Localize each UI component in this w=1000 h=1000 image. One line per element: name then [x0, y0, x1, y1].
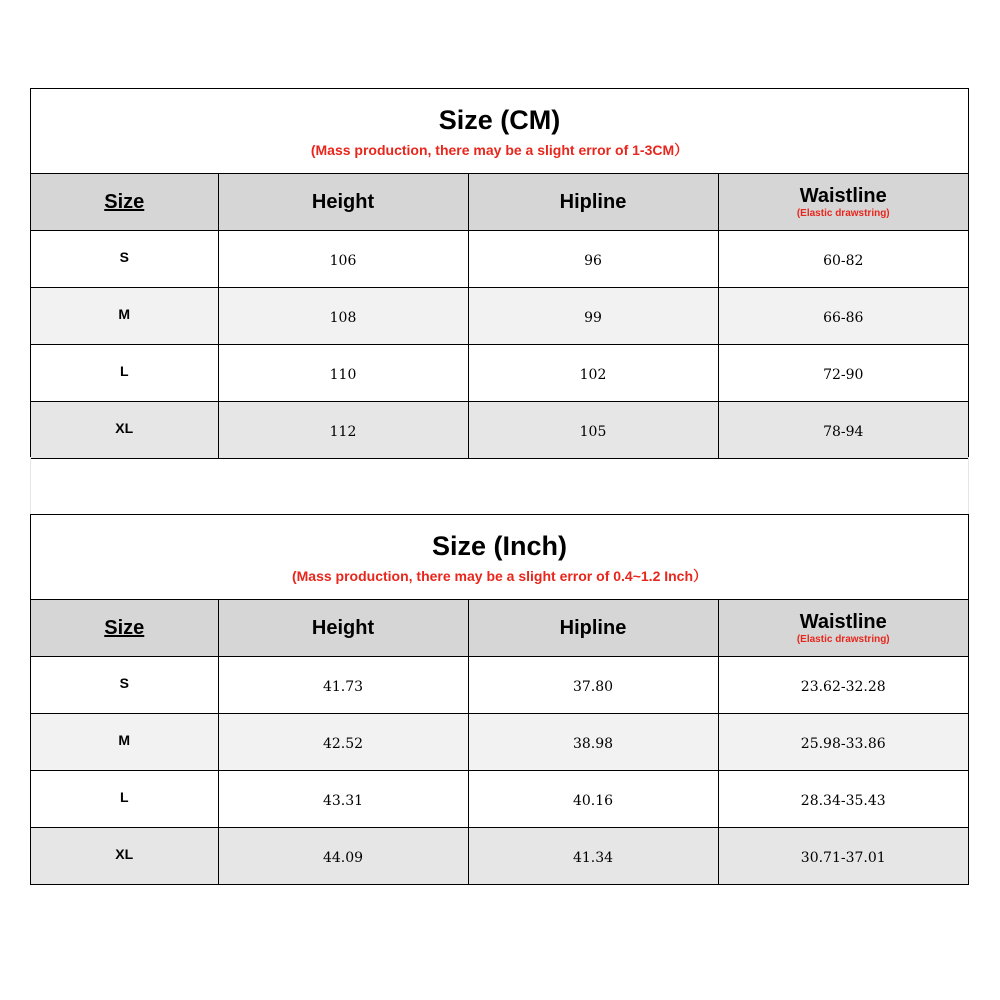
- size-cell: L: [31, 771, 218, 828]
- section-divider: [30, 457, 969, 514]
- waistline-column-header: [718, 600, 968, 657]
- height-cell: 106: [218, 231, 468, 288]
- height-cell: 44.09: [218, 828, 468, 885]
- waistline-cell: 23.62-32.28: [718, 657, 968, 714]
- height-cell: 41.73: [218, 657, 468, 714]
- table-row: [31, 714, 968, 771]
- chart-title: Size (CM): [438, 105, 561, 135]
- size-column-header: Size: [31, 174, 218, 231]
- hipline-cell: 96: [468, 231, 718, 288]
- height-cell: 108: [218, 288, 468, 345]
- size-cell: M: [31, 714, 218, 771]
- table-row: [31, 345, 968, 402]
- chart-title: Size (Inch): [431, 531, 567, 561]
- table-header-row: [31, 174, 968, 231]
- hipline-cell: 41.34: [468, 828, 718, 885]
- waistline-label: Waistline: [799, 185, 887, 207]
- waistline-cell: 78-94: [718, 402, 968, 459]
- error-note: (Mass production, there may be a slight error of 1-3CM）: [310, 142, 689, 158]
- table-header-row: [31, 600, 968, 657]
- height-cell: 43.31: [218, 771, 468, 828]
- hipline-cell: 99: [468, 288, 718, 345]
- height-cell: 112: [218, 402, 468, 459]
- size-cell: S: [31, 231, 218, 288]
- waistline-note: (Elastic drawstring): [796, 208, 890, 219]
- height-column-header: Height: [218, 600, 468, 657]
- waistline-cell: 66-86: [718, 288, 968, 345]
- hipline-cell: 102: [468, 345, 718, 402]
- waistline-cell: 28.34-35.43: [718, 771, 968, 828]
- table-row: [31, 288, 968, 345]
- table-row: [31, 771, 968, 828]
- size-cell: L: [31, 345, 218, 402]
- waistline-cell: 60-82: [718, 231, 968, 288]
- waistline-cell: 30.71-37.01: [718, 828, 968, 885]
- size-cell: XL: [31, 402, 218, 459]
- table-row: [31, 402, 968, 459]
- height-column-header: Height: [218, 174, 468, 231]
- waistline-note: (Elastic drawstring): [796, 634, 890, 645]
- table-row: [31, 657, 968, 714]
- hipline-cell: 105: [468, 402, 718, 459]
- size-chart-inch: [30, 514, 969, 885]
- table-row: [31, 231, 968, 288]
- size-table: [31, 173, 968, 458]
- hipline-cell: 40.16: [468, 771, 718, 828]
- chart-header: [31, 89, 968, 173]
- chart-header: [31, 515, 968, 599]
- height-cell: 42.52: [218, 714, 468, 771]
- waistline-label: Waistline: [799, 611, 887, 633]
- size-cell: M: [31, 288, 218, 345]
- hipline-cell: 38.98: [468, 714, 718, 771]
- waistline-cell: 25.98-33.86: [718, 714, 968, 771]
- waistline-cell: 72-90: [718, 345, 968, 402]
- size-cell: XL: [31, 828, 218, 885]
- height-cell: 110: [218, 345, 468, 402]
- size-cell: S: [31, 657, 218, 714]
- hipline-column-header: Hipline: [468, 600, 718, 657]
- table-row: [31, 828, 968, 885]
- size-chart-cm: [30, 88, 969, 459]
- size-table: [31, 599, 968, 884]
- error-note: (Mass production, there may be a slight error of 0.4~1.2 Inch）: [291, 568, 708, 584]
- hipline-column-header: Hipline: [468, 174, 718, 231]
- size-column-header: Size: [31, 600, 218, 657]
- waistline-column-header: [718, 174, 968, 231]
- hipline-cell: 37.80: [468, 657, 718, 714]
